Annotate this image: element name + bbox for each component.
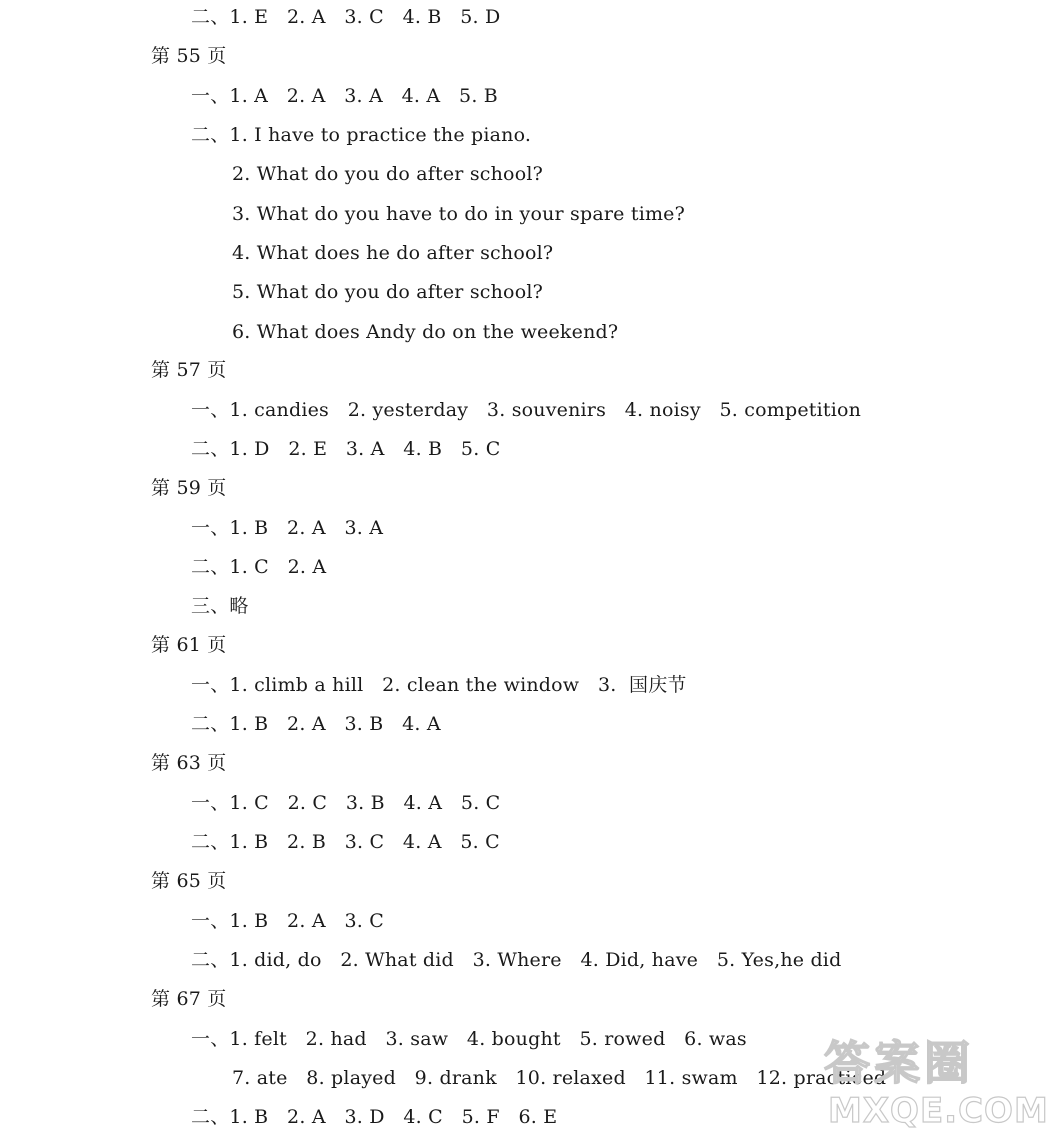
answer-line: 一、1. candies 2. yesterday 3. souvenirs 4. noisy 5. competition (191, 399, 862, 421)
answer-line: 二、1. E 2. A 3. C 4. B 5. D (191, 6, 501, 28)
answer-line: 2. What do you do after school? (232, 163, 543, 185)
answer-line: 二、1. did, do 2. What did 3. Where 4. Did, have 5. Yes,he did (191, 949, 842, 971)
answer-line: 5. What do you do after school? (232, 281, 543, 303)
answer-line: 二、1. I have to practice the piano. (191, 124, 532, 146)
answer-line: 二、1. B 2. A 3. B 4. A (191, 713, 441, 735)
answer-line: 二、1. D 2. E 3. A 4. B 5. C (191, 438, 501, 460)
page-heading: 第 67 页 (151, 988, 227, 1010)
answer-line: 二、1. B 2. A 3. D 4. C 5. F 6. E (191, 1106, 558, 1128)
answer-line: 一、1. A 2. A 3. A 4. A 5. B (191, 85, 498, 107)
page-heading: 第 55 页 (151, 45, 227, 67)
answer-line: 二、1. B 2. B 3. C 4. A 5. C (191, 831, 500, 853)
answer-line: 一、1. B 2. A 3. C (191, 910, 384, 932)
answer-line: 3. What do you have to do in your spare time? (232, 203, 686, 225)
watermark-bottom-text: MXQE.COM (828, 1091, 1049, 1131)
answer-line: 4. What does he do after school? (232, 242, 554, 264)
answer-line: 一、1. climb a hill 2. clean the window 3. 国庆节 (191, 674, 687, 696)
answer-line: 一、1. B 2. A 3. A (191, 517, 384, 539)
answer-line: 7. ate 8. played 9. drank 10. relaxed 11. swam 12. practiced (232, 1067, 887, 1089)
answer-line: 6. What does Andy do on the weekend? (232, 321, 619, 343)
answer-line: 二、1. C 2. A (191, 556, 327, 578)
answer-line: 三、略 (191, 595, 249, 617)
watermark-top-text: 答案圈 (824, 1036, 974, 1090)
page-heading: 第 57 页 (151, 359, 227, 381)
page-heading: 第 65 页 (151, 870, 227, 892)
answer-line: 一、1. C 2. C 3. B 4. A 5. C (191, 792, 501, 814)
answer-line: 一、1. felt 2. had 3. saw 4. bought 5. rowed 6. was (191, 1028, 747, 1050)
page-heading: 第 63 页 (151, 752, 227, 774)
page-heading: 第 61 页 (151, 634, 227, 656)
page-heading: 第 59 页 (151, 477, 227, 499)
